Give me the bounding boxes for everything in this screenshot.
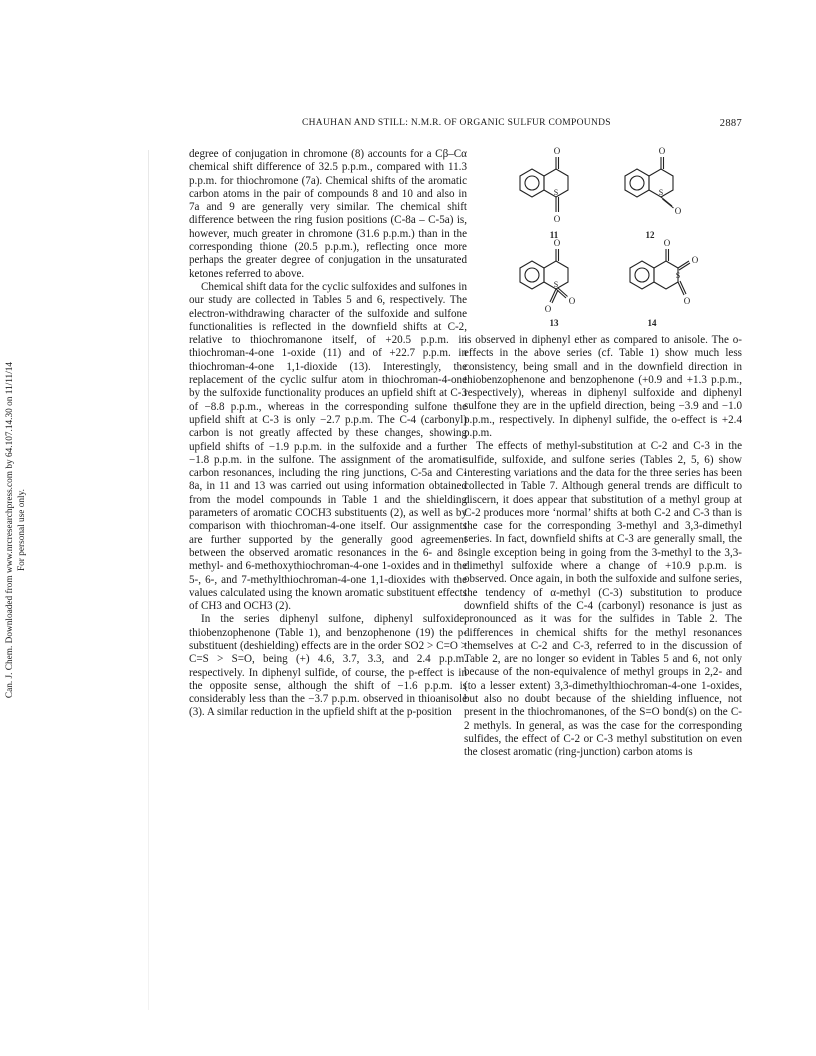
right-paragraph-2: The effects of methyl-substitution at C-2 and C-3 in the sulfide, sulfoxide, and sulfone series (Tables 2, 5, 6) show interesting variations and the data for the three series has been collected in Table 7. Although general trends are difficult to discern, it does appear that substitution of a methyl group at C-2 produces more ‘normal’ shifts at both C-2 and C-3 than is the case for the corresponding 3-methyl and 3,3-dimethyl series. In fact, downfield shifts at C-3 are generally small, the single exception being in going from the 3-methyl to the 3,3-dimethyl sulfoxide where a change of +10.9 p.p.m. is observed. Once again, in both the sulfoxide and sulfone series, the tendency of α-methyl (C-3) substitution to produce downfield shifts of the C-4 (carbonyl) resonance is just as pronounced as it was for the sulfides in Table 2. The differences in chemical shifts for the methyl resonances themselves at C-2 and C-3, referred to in the discussion of Table 2, are no longer so evident in Tables 5 and 6, not only because of the non-equivalence of methyl groups in 2,2- and (to a lesser extent) 3,3-dimethylthiochroman-4-one 1-oxides, but also no doubt because of the shielding influence, not present in the thiochromanones, of the S=O bond(s) on the C-2 methyls. In general, as was the case for the corresponding sulfides, the effect of C-2 or C-3 methyl substitution on even the closest aromatic (ring-junction) carbon atoms is xyxy=(464,440,742,759)
atom-s: S xyxy=(553,280,559,289)
structure-12 xyxy=(625,146,682,240)
atom-o: O xyxy=(568,296,576,306)
left-paragraph-2: Chemical shift data for the cyclic sulfoxides and sulfones in our study are collected in Tables 5 and 6, respectively. The electron-withdrawing character of the sulfoxide and sulfone functionalities is reflected in the downfield shifts at C-2, relative to thiochromanone itself, of +20.5 p.p.m. in thiochroman-4-one 1-oxide (11) and of +22.7 p.p.m. in thiochroman-4-one 1,1-dioxide (13). Interestingly, the replacement of the cyclic sulfur atom in thiochroman-4-one by the sulfoxide functionality produces an upfield shift at C-3 of −8.8 p.p.m., whereas in the corresponding sulfone the upfield shift at C-3 is only −2.7 p.p.m. The C-4 (carbonyl) carbon is not greatly affected by these changes, showing upfield shifts of −1.9 p.p.m. in the sulfoxide and a further −1.8 p.p.m. in the sulfone. The assignment of the aromatic carbon resonances, including the ring junctions, C-5a and C-8a, in 11 and 13 was carried out using information obtained from the model compounds in Table 1 and the shielding parameters of aromatic COCH3 substituents (2), as well as by comparison with thiochroman-4-one itself. Our assignments are further supported by the generally good agreement between the observed aromatic resonances in the 6- and 8-methyl- and 6-methoxythiochroman-4-one 1-oxides and in the 5-, 6-, and 7-methylthiochroman-4-one 1,1-dioxides with the values calculated using the known aromatic substituent effects of CH3 and OCH3 (2). xyxy=(189,280,467,613)
download-source-line: Can. J. Chem. Downloaded from www.nrcresearchpress.com by 64.107.14.30 on 11/11/14 xyxy=(5,361,15,699)
structure-14 xyxy=(630,238,699,328)
atom-o: O xyxy=(544,304,552,314)
left-paragraph-3: In the series diphenyl sulfone, diphenyl sulfoxide, thiobenzophenone (Table 1), and benzophenone (19) the p-substituent (deshielding) effects are in the order SO2 > C=O > C=S > S=O, being (+) 4.6, 3.7, 3.3, and 2.4 p.p.m. respectively. In diphenyl sulfide, of course, the p-effect is in the opposite sense, although the shift of −1.6 p.p.m. is considerably less than the −3.7 p.p.m. observed in thioanisole (3). A similar reduction in the upfield shift at the p-position xyxy=(189,613,467,719)
running-header xyxy=(150,118,742,134)
atom-o: O xyxy=(658,146,666,156)
download-notice xyxy=(4,250,34,810)
compound-label-14: 14 xyxy=(647,318,657,328)
atom-s: S xyxy=(675,271,681,280)
margin-rule xyxy=(148,150,149,1010)
atom-o: O xyxy=(683,296,691,306)
page-number: 2887 xyxy=(719,118,742,129)
atom-s: S xyxy=(658,188,664,197)
right-paragraph-1: is observed in diphenyl ether as compared to anisole. The o-effects in the above series (cf. Table 1) show much less consistency, being small and in the downfield direction in thiobenzophenone and benzophenone (+0.9 and +1.3 p.p.m., respectively), whereas in diphenyl sulfoxide and diphenyl sulfone they are in the upfield direction, being −3.9 and −1.0 p.p.m., respectively. In diphenyl sulfide, the o-effect is +2.4 p.p.m. xyxy=(464,334,742,440)
structure-13 xyxy=(520,238,576,328)
personal-use-line: For personal use only. xyxy=(17,488,27,572)
structure-11 xyxy=(520,146,568,240)
compound-label-11: 11 xyxy=(549,230,559,240)
atom-o: O xyxy=(674,206,682,216)
compound-label-13: 13 xyxy=(549,318,559,328)
download-watermark xyxy=(4,250,34,810)
atom-o: O xyxy=(553,238,561,248)
atom-o: O xyxy=(663,238,671,248)
left-column xyxy=(189,148,467,968)
atom-o: O xyxy=(553,214,561,224)
running-head: CHAUHAN AND STILL: N.M.R. OF ORGANIC SULFUR COMPOUNDS xyxy=(302,118,611,128)
atom-o: O xyxy=(553,146,561,156)
chemical-structures xyxy=(500,140,740,330)
atom-s: S xyxy=(553,188,559,197)
left-paragraph-1: degree of conjugation in chromone (8) accounts for a Cβ–Cα chemical shift difference of 32.5 p.p.m., compared with 11.3 p.p.m. for thiochromone (7a). Chemical shifts of the aromatic carbon atoms in the pair of compounds 8 and 10 and also in 7a and 9 are generally very similar. The chemical shift difference between the ring fusion positions (C-8a – C-5a) is, however, much greater in chromone (31.6 p.p.m.) than in the corresponding thione (20.5 p.p.m.), reflecting once more perhaps the greater degree of conjugation in the unsaturated ketones referred to above. xyxy=(189,148,467,280)
right-column xyxy=(464,334,742,934)
compound-label-12: 12 xyxy=(645,230,655,240)
structure-figures xyxy=(500,140,740,330)
atom-o: O xyxy=(691,255,699,265)
